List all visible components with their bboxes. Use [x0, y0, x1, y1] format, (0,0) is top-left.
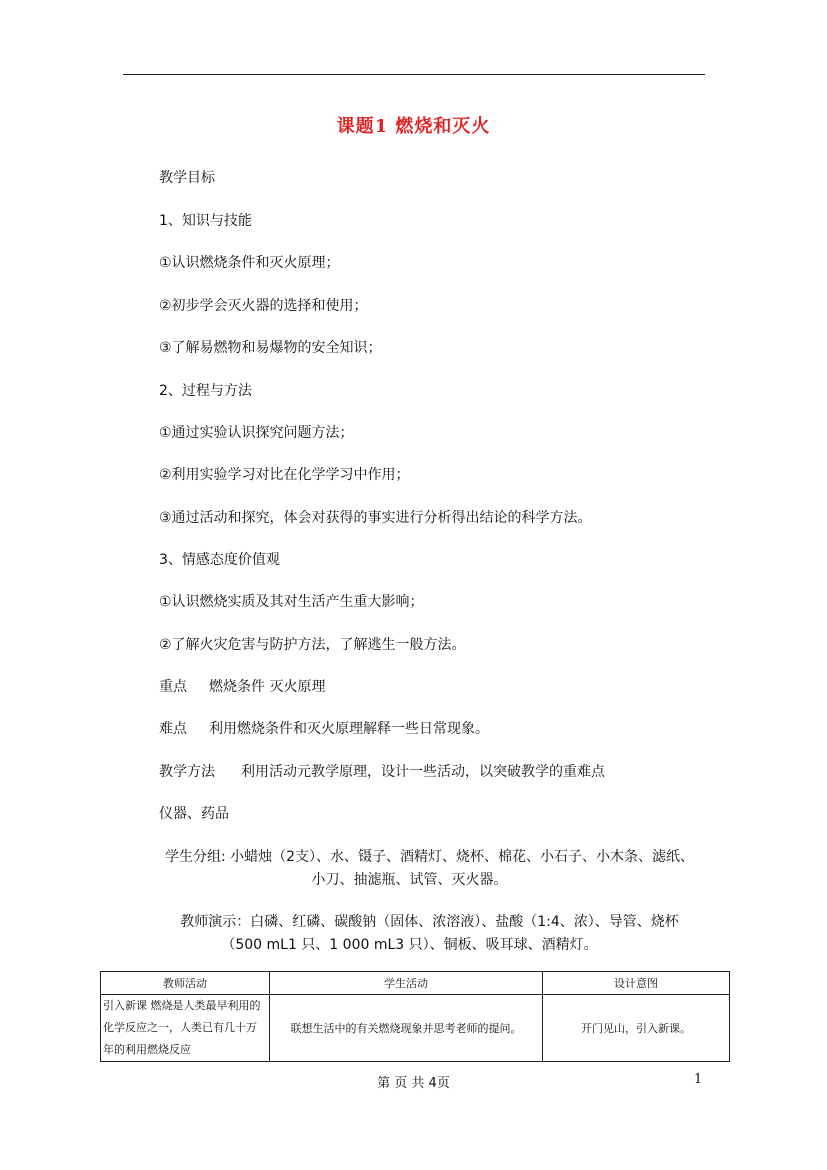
paragraph: ③通过活动和探究，体会对获得的事实进行分析得出结论的科学方法。 [159, 510, 592, 526]
method-label: 教学方法 [159, 764, 215, 780]
paragraph: ②了解火灾危害与防护方法，了解逃生一般方法。 [159, 637, 466, 653]
paragraph: 1、知识与技能 [159, 213, 252, 229]
student-activity-cell: 联想生活中的有关燃烧现象并思考老师的提问。 [270, 995, 543, 1062]
key-point-text: 燃烧条件 灭火原理 [209, 679, 326, 695]
column-header-intent: 设计意图 [543, 972, 730, 995]
paragraph: ①通过实验认识探究问题方法； [159, 425, 354, 441]
equipment-heading: 仪器、药品 [159, 806, 229, 822]
table-header-row [101, 972, 730, 995]
footer-page-text: 第 页 共 4页 [377, 1076, 450, 1091]
page-title: 课题1 燃烧和灭火 [336, 116, 491, 137]
paragraph: ①认识燃烧实质及其对生活产生重大影响； [159, 594, 424, 610]
header-rule [123, 74, 705, 75]
paragraph: ②初步学会灭火器的选择和使用； [159, 298, 368, 314]
difficulty-line [159, 718, 489, 738]
teacher-demo-line1: 教师演示：白磷、红磷、碳酸钠（固体、浓溶液）、盐酸（1:4、浓）、导管、烧杯 [180, 914, 679, 930]
method-text: 利用活动元教学原理，设计一些活动，以突破教学的重难点 [241, 764, 605, 780]
paragraph: 3、情感态度价值观 [159, 552, 280, 568]
student-group-line1: 学生分组: 小蜡烛（2支）、水、镊子、酒精灯、烧杯、棉花、小石子、小木条、滤纸、 [164, 849, 695, 865]
table-row [101, 995, 730, 1062]
column-header-student: 学生活动 [270, 972, 543, 995]
footer-page-number: 1 [694, 1072, 703, 1087]
paragraph: 2、过程与方法 [159, 383, 252, 399]
method-line [159, 761, 605, 781]
lesson-table [100, 971, 730, 1062]
design-intent-cell: 开门见山，引入新课。 [543, 995, 730, 1062]
key-point-label: 重点 [159, 679, 187, 695]
teacher-activity-cell: 引入新课 燃烧是人类最早利用的化学反应之一，人类已有几十万年的利用燃烧反应 [101, 995, 270, 1062]
student-group-line2: 小刀、抽滤瓶、试管、灭火器。 [311, 872, 508, 888]
difficulty-label: 难点 [159, 721, 187, 737]
column-header-teacher: 教师活动 [101, 972, 270, 995]
key-point-line [159, 676, 325, 696]
paragraph: ③了解易燃物和易爆物的安全知识； [159, 340, 382, 356]
paragraph: ①认识燃烧条件和灭火原理； [159, 255, 340, 271]
teacher-demo-line2: （500 mL1 只、1 000 mL3 只）、铜板、吸耳球、酒精灯。 [221, 937, 598, 953]
paragraph: 教学目标 [159, 170, 215, 186]
difficulty-text: 利用燃烧条件和灭火原理解释一些日常现象。 [209, 721, 489, 737]
paragraph: ②利用实验学习对比在化学学习中作用； [159, 467, 410, 483]
